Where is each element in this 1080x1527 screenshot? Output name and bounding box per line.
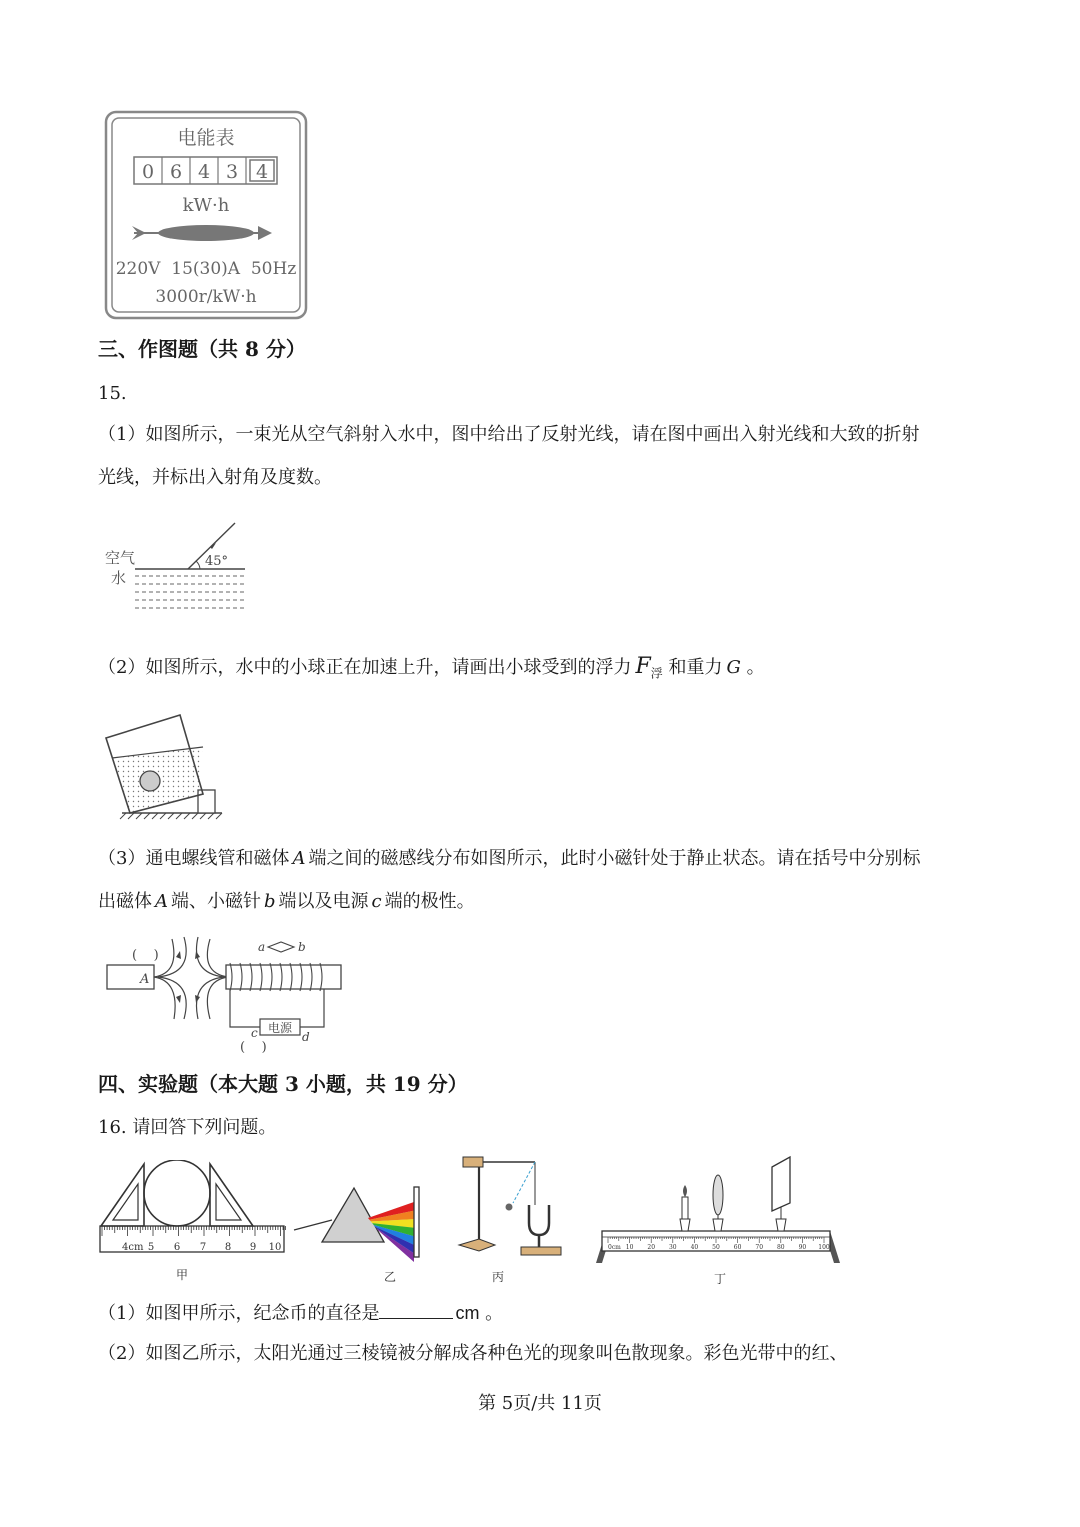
- reflection-figure: [100, 518, 250, 618]
- needle-b-label: b: [298, 940, 306, 954]
- answer-blank[interactable]: [379, 1300, 453, 1319]
- caption-jia: 甲: [176, 1268, 189, 1282]
- ruler-labels: [122, 1242, 281, 1253]
- meter-digit: 4: [197, 161, 211, 183]
- caption-ding: 丁: [714, 1272, 727, 1286]
- meter-unit: kW·h: [182, 195, 230, 216]
- ruler-label: 7: [199, 1242, 207, 1253]
- air-label: 空气: [105, 549, 136, 567]
- q16-intro: 16. 请回答下列问题。: [98, 1117, 277, 1138]
- tuning-fork-figure: [455, 1155, 565, 1263]
- electric-meter-figure: [104, 110, 308, 320]
- meter-digit: 4: [255, 161, 269, 183]
- q15-p3-line1: （3）通电螺线管和磁体 A 端之间的磁感线分布如图所示，此时小磁针处于静止状态。请在括号中分别标: [98, 848, 921, 869]
- meter-spec-line2: 3000r/kW·h: [155, 287, 257, 307]
- ruler-label: 4cm: [122, 1242, 144, 1253]
- bench-label: 0cm: [608, 1244, 621, 1251]
- water-label: 水: [111, 569, 127, 587]
- meter-disc-arrow-icon: [132, 225, 272, 241]
- bench-label: 60: [733, 1244, 742, 1251]
- source-paren: ( ): [240, 1040, 267, 1055]
- ruler-label: 9: [249, 1242, 257, 1253]
- ruler-label: 6: [173, 1242, 181, 1253]
- page-footer: 第 5页/共 11页: [478, 1393, 602, 1414]
- ruler-label: 10: [268, 1242, 282, 1253]
- power-source-label: 电源: [267, 1021, 293, 1035]
- magnet-paren: ( ): [132, 948, 159, 963]
- needle-a-label: a: [258, 940, 266, 954]
- ruler-ticks: [102, 1226, 286, 1236]
- bench-label: 20: [647, 1244, 656, 1251]
- ruler-label: 5: [147, 1242, 155, 1253]
- q15-p1-line2: 光线，并标出入射角及度数。: [98, 467, 332, 488]
- meter-digits: [142, 161, 268, 183]
- caption-yi: 乙: [384, 1270, 397, 1284]
- bench-label: 40: [690, 1244, 699, 1251]
- caption-bing: 丙: [492, 1270, 505, 1284]
- q16-s2: （2）如图乙所示，太阳光通过三棱镜被分解成各种色光的现象叫色散现象。彩色光带中的红、: [98, 1343, 848, 1364]
- q16-s1: （1）如图甲所示，纪念币的直径是 cm 。: [98, 1300, 503, 1325]
- meter-digit: 0: [141, 161, 155, 183]
- coin-ruler-figure: [98, 1160, 288, 1260]
- bench-label: 10: [625, 1244, 634, 1251]
- optical-bench-figure: [588, 1155, 848, 1267]
- bench-label: 70: [755, 1244, 764, 1251]
- bench-label: 50: [712, 1244, 720, 1251]
- buoyancy-figure: [102, 710, 232, 825]
- meter-digit: 3: [225, 161, 239, 183]
- angle-label: 45°: [205, 554, 229, 569]
- meter-spec-line1: 220V 15(30)A 50Hz: [115, 259, 297, 279]
- meter-digit: 6: [169, 161, 183, 183]
- section4-heading: 四、实验题（本大题 3 小题，共 19 分）: [98, 1072, 468, 1096]
- prism-figure: [292, 1182, 427, 1262]
- magnet-A-label: A: [140, 972, 150, 987]
- solenoid-figure: [102, 935, 352, 1055]
- ruler-label: 8: [224, 1242, 232, 1253]
- source-d-label: d: [302, 1030, 310, 1044]
- bench-label: 100: [818, 1244, 830, 1251]
- q15-p1-line1: （1）如图所示，一束光从空气斜射入水中，图中给出了反射光线，请在图中画出入射光线和大致的折射: [98, 424, 920, 445]
- bench-label: 30: [668, 1244, 677, 1251]
- bench-label: 90: [798, 1244, 807, 1251]
- bench-label: 80: [776, 1244, 785, 1251]
- source-c-label: c: [251, 1026, 258, 1040]
- meter-title: 电能表: [177, 127, 235, 149]
- q15-p2: （2）如图所示，水中的小球正在加速上升，请画出小球受到的浮力 $F_浮$ 和重力 G 。: [98, 654, 765, 681]
- section3-heading: 三、作图题（共 8 分）: [98, 337, 306, 361]
- q15-number: 15.: [98, 383, 127, 404]
- q15-p3-line2: 出磁体 A 端、小磁针 b 端以及电源 c 端的极性。: [98, 891, 475, 912]
